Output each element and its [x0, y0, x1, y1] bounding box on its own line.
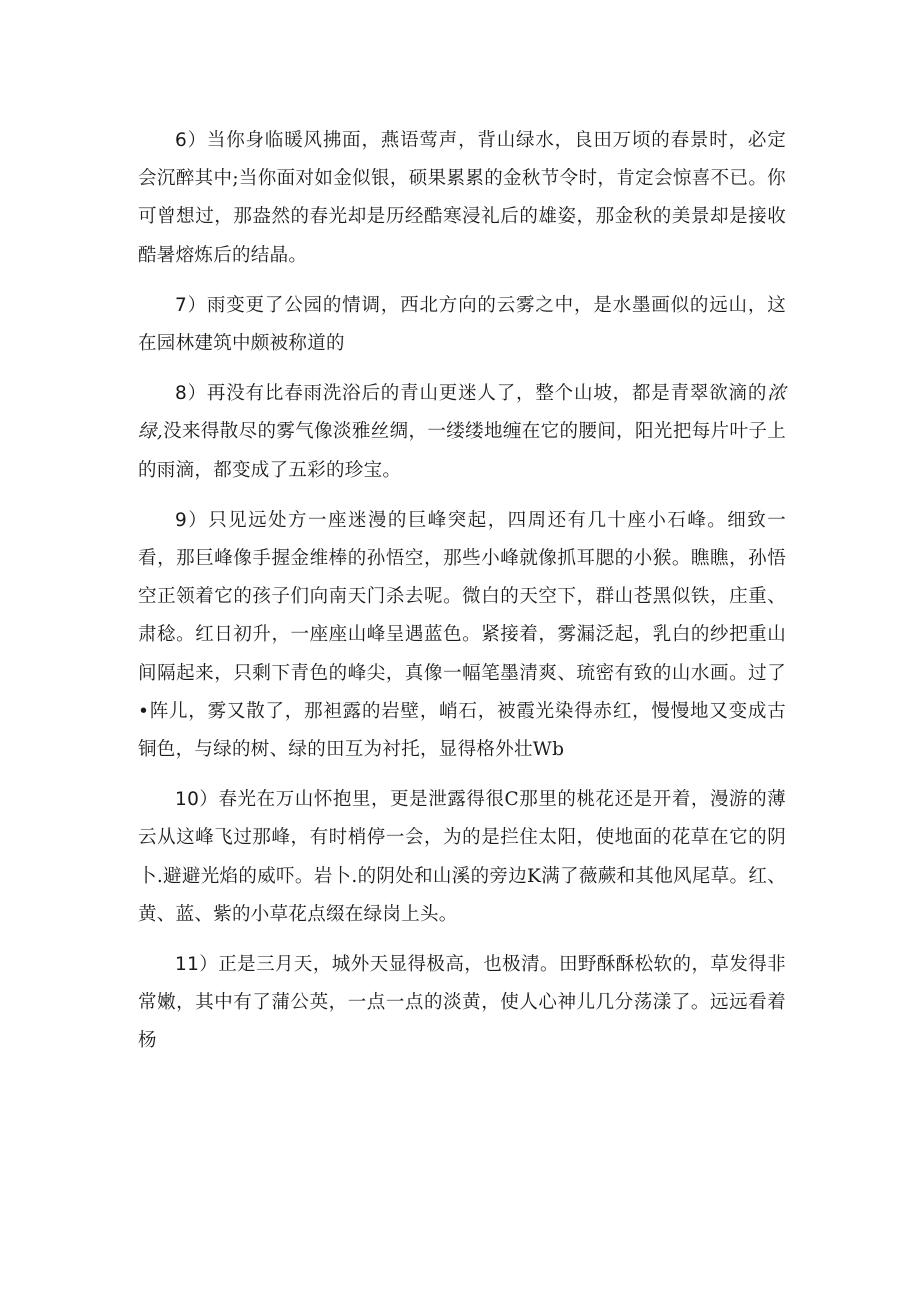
paragraph-6 — [138, 122, 786, 275]
paragraph-text: 雨变更了公园的情调，西北方向的云雾之中，是水墨画似的远山，这在园林建筑中颇被称道的 — [138, 294, 786, 355]
paragraph-number: 8） — [175, 383, 207, 405]
paragraph-9 — [138, 502, 786, 769]
paragraph-number: 10） — [175, 789, 219, 811]
paragraph-number: 11） — [175, 954, 219, 976]
paragraph-text: 再没有比春雨洗浴后的青山更迷人了，整个山坡，都是青翠欲滴的 — [206, 383, 768, 405]
paragraph-text: 当你身临暖风拂面，燕语莺声，背山绿水，良田万顷的春景时，必定会沉醉其中;当你面对如金似银，硕果累累的金秋节令时，肯定会惊喜不已。你可曾想过，那盎然的春光却是历经酷寒浸礼后的雄姿，那金秋的美景却是接收酷暑熔炼后的结晶。 — [138, 130, 786, 266]
paragraph-text-continued: 没来得散尽的雾气像淡雅丝绸，一缕缕地缠在它的腰间，阳光把每片叶子上的雨滴，都变成了五彩的珍宝。 — [138, 421, 786, 481]
paragraph-number: 7） — [175, 294, 207, 316]
paragraph-text: 春光在万山怀抱里，更是泄露得很C那里的桃花还是开着，漫游的薄云从这峰飞过那峰，有时梢停一会，为的是拦住太阳，使地面的花草在它的阴卜.避避光焰的威吓。岩卜.的阴处和山溪的旁边K满了薇蕨和其他风尾草。红、黄、蓝、紫的小草花点缀在绿岗上头。 — [138, 789, 786, 925]
paragraph-text: 只见远处方一座迷漫的巨峰突起，四周还有几十座小石峰。细致一看，那巨峰像手握金维棒的孙悟空，那些小峰就像抓耳腮的小猴。瞧瞧，孙悟空正领着它的孩子们向南天门杀去呢。微白的天空下，群山苍黑似铁，庄重、肃稔。红日初升，一座座山峰呈遇蓝色。紧接着，雾漏泛起，乳白的纱把重山间隔起来，只剩下青色的峰尖，真像一幅笔墨清爽、琉密有致的山水画。过了•阵儿，雾又散了，那袒露的岩壁，峭石，被霞光染得赤红，慢慢地又变成古铜色，与绿的树、绿的田互为衬托，显得格外壮Wb — [138, 509, 786, 761]
paragraph-10 — [138, 781, 786, 934]
paragraph-number: 9） — [175, 509, 209, 531]
paragraph-11 — [138, 946, 786, 1061]
paragraph-text: 正是三月天，城外天显得极高，也极清。田野酥酥松软的，草发得非常嫩，其中有了蒲公英，一点一点的淡黄，使人心神儿几分荡漾了。远远看着杨 — [138, 954, 786, 1052]
paragraph-number: 6） — [175, 130, 207, 151]
paragraph-7 — [138, 287, 786, 363]
paragraph-8 — [138, 375, 786, 490]
paragraph-italic-text: 浓绿, — [138, 383, 787, 443]
